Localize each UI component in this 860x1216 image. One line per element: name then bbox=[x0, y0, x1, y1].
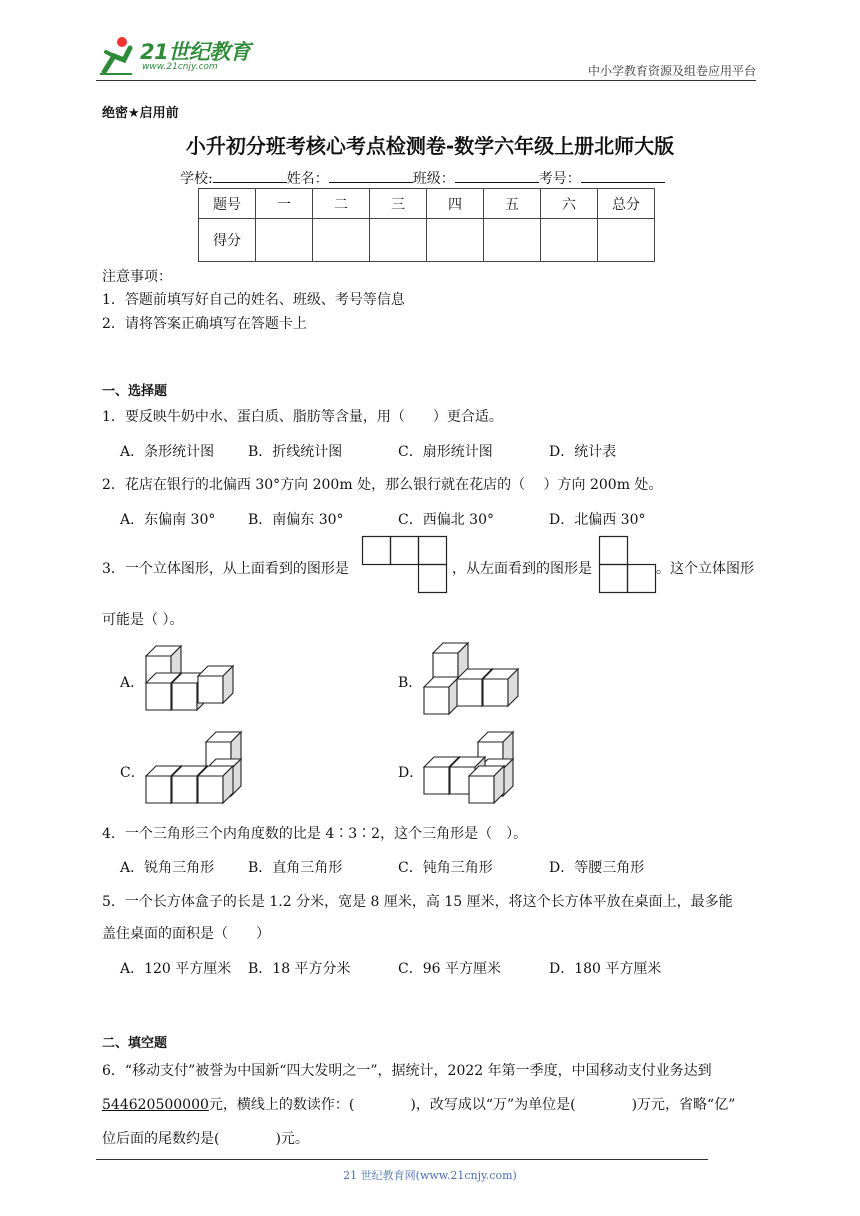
question-2: 2．花店在银行的北偏西 30°方向 200m 处，那么银行就在花店的（ ）方向 200m 处。 bbox=[102, 477, 663, 493]
section-title: 二、填空题 bbox=[102, 1036, 168, 1051]
q1-option-c[interactable]: C．扇形统计图 bbox=[398, 444, 493, 460]
question-6-line2 bbox=[102, 1094, 735, 1114]
q3-option-b-figure bbox=[424, 643, 534, 717]
score-header-cell: 一 bbox=[256, 189, 313, 219]
q2-option-b[interactable]: B．南偏东 30° bbox=[248, 512, 344, 528]
logo-url: www.21cnjy.com bbox=[142, 62, 218, 72]
q3-option-a-figure bbox=[146, 646, 256, 716]
score-cell[interactable] bbox=[256, 219, 313, 262]
question-6-line3: 位后面的尾数约是( )元。 bbox=[102, 1131, 309, 1147]
q4-option-c[interactable]: C．钝角三角形 bbox=[398, 860, 493, 876]
question-3-part1: 3．一个立体图形，从上面看到的图形是 bbox=[102, 561, 349, 577]
top-view-figure bbox=[362, 536, 448, 596]
notes-title: 注意事项： bbox=[102, 269, 172, 285]
q5-option-d[interactable]: D．180 平方厘米 bbox=[549, 961, 662, 977]
q6-line2-rest: 元，横线上的数读作：( )，改写成以“万”为单位是( )万元，省略“亿” bbox=[208, 1097, 736, 1113]
site-logo bbox=[96, 34, 266, 82]
footer-text[interactable]: 21 世纪教育网(www.21cnjy.com) bbox=[343, 1169, 517, 1182]
score-cell[interactable] bbox=[541, 219, 598, 262]
student-info-line bbox=[180, 168, 665, 188]
score-cell[interactable] bbox=[313, 219, 370, 262]
score-cell[interactable] bbox=[598, 219, 655, 262]
question-5-line1: 5．一个长方体盒子的长是 1.2 分米，宽是 8 厘米，高 15 厘米，将这个长方体平放在桌面上，最多能 bbox=[102, 894, 733, 910]
score-header-cell: 题号 bbox=[199, 189, 256, 219]
score-cell[interactable] bbox=[370, 219, 427, 262]
class-label: 班级： bbox=[412, 171, 455, 187]
runner-logo-icon bbox=[96, 34, 136, 78]
q3-option-b[interactable]: B． bbox=[398, 675, 423, 691]
section-title: 一、选择题 bbox=[102, 384, 168, 399]
q2-option-c[interactable]: C．西偏北 30° bbox=[398, 512, 494, 528]
question-5-line2: 盖住桌面的面积是（ ） bbox=[102, 926, 270, 942]
question-1: 1．要反映牛奶中水、蛋白质、脂肪等含量，用（ ）更合适。 bbox=[102, 409, 503, 425]
q3-option-d-figure bbox=[424, 732, 534, 807]
q3-option-a[interactable]: A． bbox=[120, 675, 145, 691]
score-cell[interactable] bbox=[427, 219, 484, 262]
header-platform-text: 中小学教育资源及组卷应用平台 bbox=[587, 64, 756, 78]
q1-option-d[interactable]: D．统计表 bbox=[549, 444, 617, 460]
q5-option-c[interactable]: C．96 平方厘米 bbox=[398, 961, 501, 977]
secret-label: 绝密★启用前 bbox=[102, 106, 179, 121]
left-view-figure bbox=[599, 536, 657, 596]
note-item: 2．请将答案正确填写在答题卡上 bbox=[102, 316, 307, 332]
question-4: 4．一个三角形三个内角度数的比是 4∶3∶2，这个三角形是（ ）。 bbox=[102, 826, 528, 842]
q3-option-c-figure bbox=[146, 732, 256, 807]
score-header-cell: 三 bbox=[370, 189, 427, 219]
q4-option-a[interactable]: A．锐角三角形 bbox=[120, 860, 215, 876]
q2-option-d[interactable]: D．北偏西 30° bbox=[549, 512, 646, 528]
question-3-line2: 可能是（ ）。 bbox=[102, 612, 184, 628]
exam-no-field[interactable] bbox=[581, 168, 665, 183]
score-header-cell: 四 bbox=[427, 189, 484, 219]
question-3-part3: 。这个立体图形 bbox=[656, 561, 754, 577]
score-header-cell: 二 bbox=[313, 189, 370, 219]
q6-number: 544620500000 bbox=[102, 1097, 209, 1113]
score-header-cell: 五 bbox=[484, 189, 541, 219]
score-table-score-row bbox=[199, 219, 655, 262]
note-item: 1．答题前填写好自己的姓名、班级、考号等信息 bbox=[102, 292, 405, 308]
name-field[interactable] bbox=[329, 168, 413, 183]
q2-option-a[interactable]: A．东偏南 30° bbox=[120, 512, 216, 528]
footer-divider bbox=[96, 1159, 708, 1160]
question-6-line1: 6．“移动支付”被誉为中国新“四大发明之一”，据统计，2022 年第一季度，中国移动支付业务达到 bbox=[102, 1063, 712, 1079]
q1-option-b[interactable]: B．折线统计图 bbox=[248, 444, 343, 460]
question-3-part2: ，从左面看到的图形是 bbox=[452, 561, 592, 577]
q1-option-a[interactable]: A．条形统计图 bbox=[120, 444, 215, 460]
score-header-cell: 六 bbox=[541, 189, 598, 219]
score-header-cell: 总分 bbox=[598, 189, 655, 219]
logo-text: 21世纪教育 bbox=[140, 40, 251, 64]
score-row-label: 得分 bbox=[199, 219, 256, 262]
q3-option-c[interactable]: C． bbox=[120, 765, 145, 781]
header-divider bbox=[96, 80, 756, 81]
score-table-header-row bbox=[199, 189, 655, 219]
school-field[interactable] bbox=[213, 168, 287, 183]
q5-option-b[interactable]: B．18 平方分米 bbox=[248, 961, 351, 977]
q4-option-d[interactable]: D．等腰三角形 bbox=[549, 860, 645, 876]
name-label: 姓名： bbox=[286, 171, 329, 187]
q5-option-a[interactable]: A．120 平方厘米 bbox=[120, 961, 232, 977]
q4-option-b[interactable]: B．直角三角形 bbox=[248, 860, 343, 876]
class-field[interactable] bbox=[455, 168, 539, 183]
score-cell[interactable] bbox=[484, 219, 541, 262]
score-table bbox=[198, 188, 655, 262]
exam-no-label: 考号： bbox=[538, 171, 581, 187]
school-label: 学校: bbox=[180, 171, 213, 187]
q3-option-d[interactable]: D． bbox=[398, 765, 424, 781]
page-title: 小升初分班考核心考点检测卷-数学六年级上册北师大版 bbox=[185, 134, 675, 158]
